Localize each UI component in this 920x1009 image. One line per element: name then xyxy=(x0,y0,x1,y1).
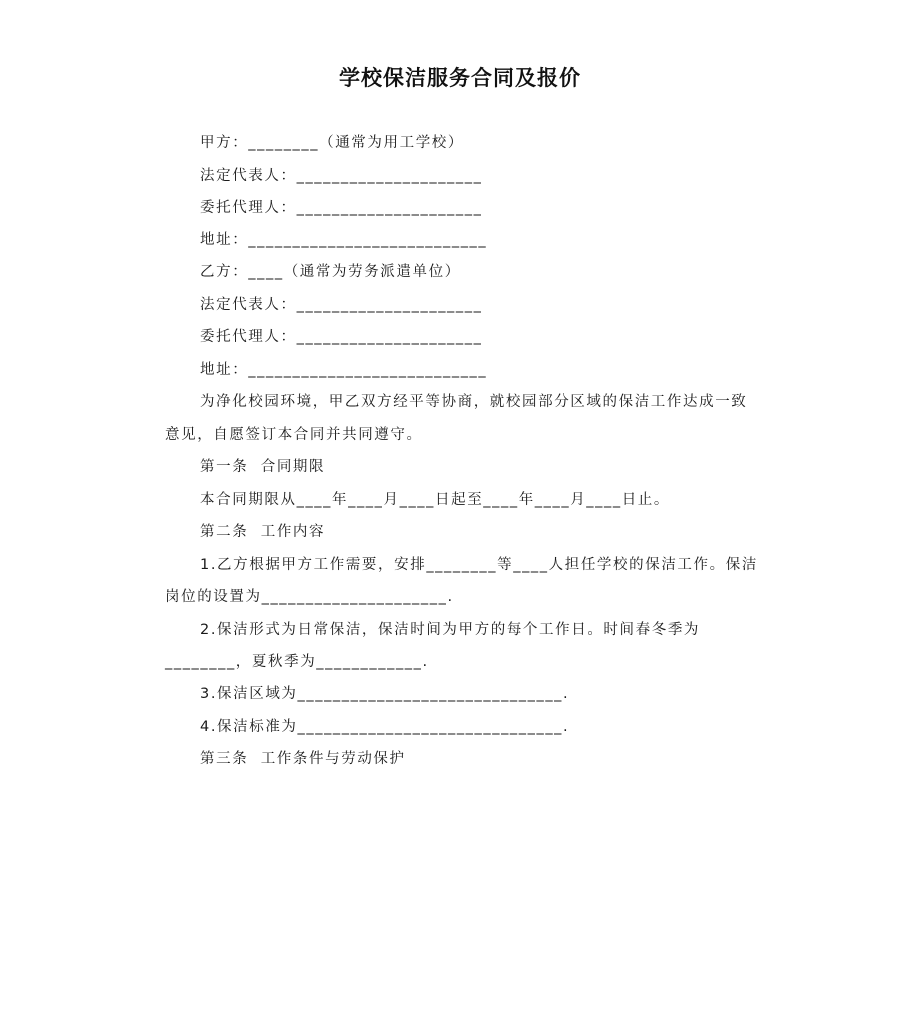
article-2-item-3: 3.保洁区域为______________________________. xyxy=(200,686,570,702)
preamble-line-1: 为净化校园环境，甲乙双方经平等协商，就校园部分区域的保洁工作达成一致 xyxy=(200,394,748,410)
party-b-legal-rep: 法定代表人：_____________________ xyxy=(200,297,483,313)
article-2-item-2-line-2: ________，夏秋季为____________. xyxy=(165,654,429,670)
preamble-line-2: 意见，自愿签订本合同并共同遵守。 xyxy=(165,427,423,443)
article-2-item-1-line-2: 岗位的设置为_____________________. xyxy=(165,589,454,605)
article-1-text: 本合同期限从____年____月____日起至____年____月____日止。 xyxy=(200,492,670,508)
party-a-line: 甲方：________（通常为用工学校） xyxy=(200,135,464,151)
party-a-legal-rep: 法定代表人：_____________________ xyxy=(200,168,483,184)
party-b-line: 乙方：____（通常为劳务派遣单位） xyxy=(200,264,461,280)
party-b-agent: 委托代理人：_____________________ xyxy=(200,329,483,345)
article-1-heading: 第一条 合同期限 xyxy=(200,459,326,475)
article-2-item-1-line-1: 1.乙方根据甲方工作需要，安排________等____人担任学校的保洁工作。保洁 xyxy=(200,557,758,573)
article-2-heading: 第二条 工作内容 xyxy=(200,524,326,540)
article-2-item-4: 4.保洁标准为______________________________. xyxy=(200,719,570,735)
party-a-address: 地址：___________________________ xyxy=(200,232,488,248)
article-3-heading: 第三条 工作条件与劳动保护 xyxy=(200,751,406,767)
article-2-item-2-line-1: 2.保洁形式为日常保洁，保洁时间为甲方的每个工作日。时间春冬季为 xyxy=(200,622,701,638)
party-a-agent: 委托代理人：_____________________ xyxy=(200,200,483,216)
party-b-address: 地址：___________________________ xyxy=(200,362,488,378)
document-title: 学校保洁服务合同及报价 xyxy=(339,66,581,90)
